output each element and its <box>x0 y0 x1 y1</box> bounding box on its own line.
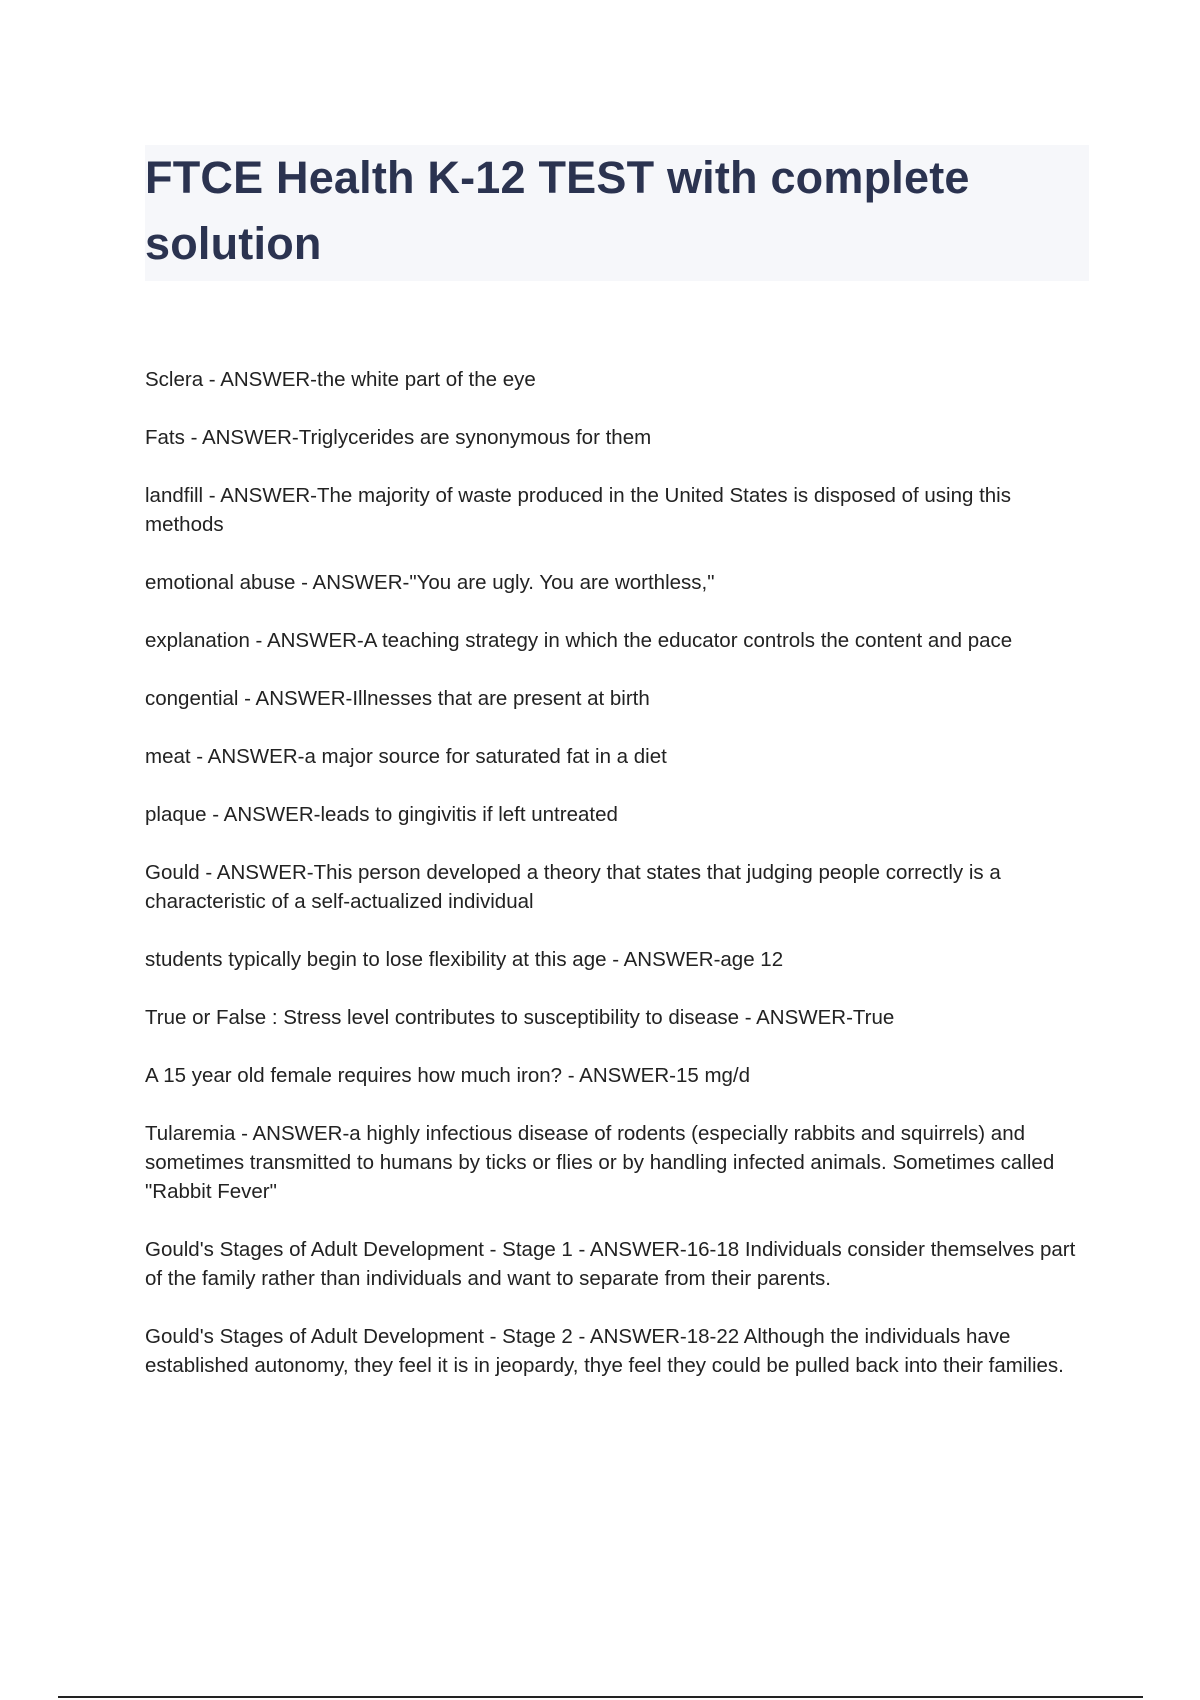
qa-item: Sclera - ANSWER-the white part of the eye <box>145 368 536 391</box>
qa-item: congential - ANSWER-Illnesses that are present at birth <box>145 687 650 710</box>
qa-item: Tularemia - ANSWER-a highly infectious disease of rodents (especially rabbits and squirrels) and sometimes transmitted to humans by ticks or flies or by handling infected animals. Sometimes called "Rabbit Fever" <box>145 1122 1055 1203</box>
qa-list <box>145 365 1090 1409</box>
document-title: FTCE Health K-12 TEST with complete solution <box>145 152 970 269</box>
qa-item: explanation - ANSWER-A teaching strategy in which the educator controls the content and pace <box>145 629 1013 652</box>
qa-item: plaque - ANSWER-leads to gingivitis if left untreated <box>145 803 618 826</box>
qa-item: Fats - ANSWER-Triglycerides are synonymous for them <box>145 426 652 449</box>
qa-item: emotional abuse - ANSWER-"You are ugly. You are worthless," <box>145 571 715 594</box>
qa-item: True or False : Stress level contributes to susceptibility to disease - ANSWER-True <box>145 1006 895 1029</box>
qa-item: meat - ANSWER-a major source for saturated fat in a diet <box>145 745 667 768</box>
qa-item: Gould's Stages of Adult Development - Stage 2 - ANSWER-18-22 Although the individuals have established autonomy, they feel it is in jeopardy, thye feel they could be pulled back into their families. <box>145 1325 1064 1377</box>
qa-item: A 15 year old female requires how much iron? - ANSWER-15 mg/d <box>145 1064 751 1087</box>
qa-item: landfill - ANSWER-The majority of waste produced in the United States is disposed of using this methods <box>145 484 1011 536</box>
qa-item: Gould's Stages of Adult Development - Stage 1 - ANSWER-16-18 Individuals consider themselves part of the family rather than individuals and want to separate from their parents. <box>145 1238 1076 1290</box>
title-block <box>145 145 1089 281</box>
qa-item: Gould - ANSWER-This person developed a theory that states that judging people correctly is a characteristic of a self-actualized individual <box>145 861 1001 913</box>
qa-item: students typically begin to lose flexibility at this age - ANSWER-age 12 <box>145 948 784 971</box>
footer-divider <box>58 1696 1143 1698</box>
